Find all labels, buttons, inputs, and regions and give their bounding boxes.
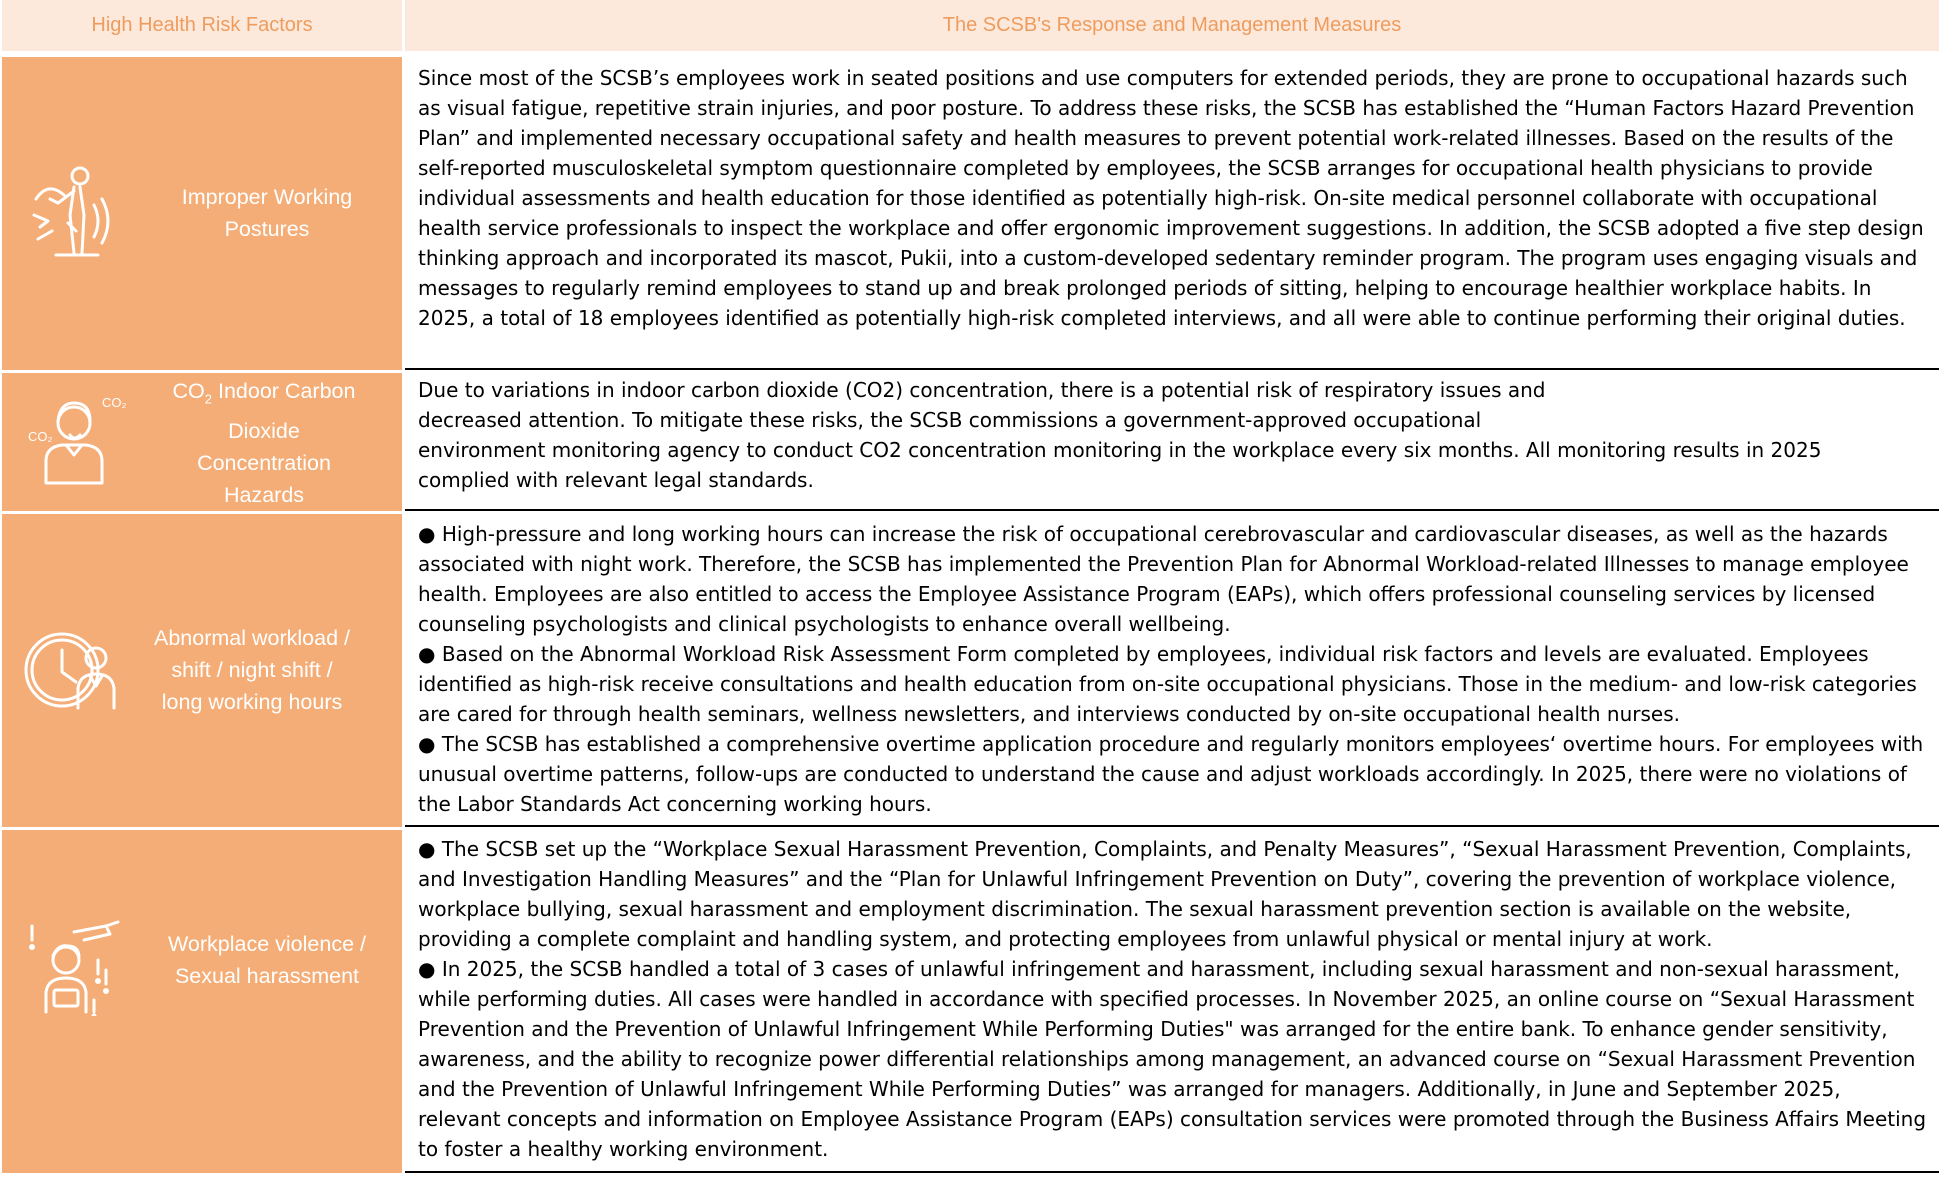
measures-text bbox=[418, 375, 1927, 495]
risk-co2-sub: 2 bbox=[204, 391, 213, 407]
text-line: complied with relevant legal standards. bbox=[418, 468, 814, 492]
bullet-item bbox=[418, 834, 1927, 954]
measures-text bbox=[418, 519, 1927, 819]
bullet-icon: ● bbox=[418, 642, 436, 666]
text-line: decreased attention. To mitigate these risks, the SCSB commissions a government-approved occupational bbox=[418, 408, 1482, 432]
measures-text: Since most of the SCSB’s employees work in seated positions and use computers for extended periods, they are prone to occupational hazards such as visual fatigue, repetitive strain injuries, and poor posture. To address these risks, the SCSB has established the “Human Factors Hazard Prevention Plan” and implemented necessary occupational safety and health measures to prevent potential work-related illnesses. Based on the results of the self-reported musculoskeletal symptom questionnaire completed by employees, the SCSB arranges for occupational health physicians to provide individual assessments and health education for those identified as potentially high-risk. On-site medical personnel collaborate with occupational health service professionals to inspect the workplace and offer ergonomic improvement suggestions. In addition, the SCSB adopted a five step design thinking approach and incorporated its mascot, Pukii, into a custom-developed sedentary reminder program. The program uses engaging visuals and messages to regularly remind employees to stand up and break prolonged periods of sitting, helping to encourage healthier workplace habits. In 2025, a total of 18 employees identified as potentially high-risk completed interviews, and all were able to continue performing their original duties. bbox=[418, 66, 1924, 330]
harassment-person-icon bbox=[28, 920, 124, 1016]
risk-cell bbox=[2, 514, 402, 827]
risk-label bbox=[164, 375, 364, 511]
bullet-item bbox=[418, 954, 1927, 1164]
table-row bbox=[0, 514, 1941, 827]
table-row bbox=[0, 57, 1941, 370]
measures-cell bbox=[405, 57, 1939, 370]
bullet-text: In 2025, the SCSB handled a total of 3 cases of unlawful infringement and harassment, including sexual harassment and non-sexual harassment, while performing duties. All cases were handled in accordance with specified processes. In November 2025, an online course on “Sexual Harassment Prevention and the Prevention of Unlawful Infringement While Performing Duties" was arranged for the entire bank. To enhance gender sensitivity, awareness, and the ability to recognize power differential relationships among management, an advanced course on “Sexual Harassment Prevention and the Prevention of Unlawful Infringement While Performing Duties” was arranged for managers. Additionally, in June and September 2025, relevant concepts and information on Employee Assistance Program (EAPs) consultation services were promoted through the Business Affairs Meeting to foster a healthy working environment. bbox=[418, 957, 1927, 1161]
text-line: Due to variations in indoor carbon dioxide (CO2) concentration, there is a potential risk of respiratory issues and bbox=[418, 378, 1546, 402]
bullet-item bbox=[418, 729, 1927, 819]
co2-label: CO₂ bbox=[28, 429, 53, 444]
measures-text bbox=[418, 834, 1927, 1164]
table-row bbox=[0, 830, 1941, 1173]
risk-cell bbox=[2, 373, 402, 511]
risk-co2-prefix: CO bbox=[172, 379, 205, 403]
header-risk-factors: High Health Risk Factors bbox=[2, 0, 402, 51]
risk-label-text: Indoor Carbon Dioxide Concentration Hazards bbox=[197, 379, 356, 508]
measures-cell bbox=[405, 373, 1939, 511]
bullet-icon: ● bbox=[418, 522, 436, 546]
clock-person-icon bbox=[22, 628, 118, 712]
co2-label: CO₂ bbox=[102, 395, 127, 410]
bullet-text: The SCSB set up the “Workplace Sexual Harassment Prevention, Complaints, and Penalty Measures”, “Sexual Harassment Prevention, Complaints, and Investigation Handling Measures” and the “Plan for Unlawful Infringement Prevention on Duty”, covering the prevention of workplace violence, workplace bullying, sexual harassment and employment discrimination. The sexual harassment prevention section is available on the website, providing a complete complaint and handling system, and protecting employees from unlawful physical or mental injury at work. bbox=[418, 837, 1912, 951]
risk-label: Workplace violence / Sexual harassment bbox=[168, 932, 366, 988]
bullet-text: Based on the Abnormal Workload Risk Assessment Form completed by employees, individual risk factors and levels are evaluated. Employees identified as high-risk receive consultations and health education from on-site occupational physicians. Those in the medium- and low-risk categories are cared for through health seminars, wellness newsletters, and interviews conducted by on-site occupational health nurses. bbox=[418, 642, 1917, 726]
risk-cell bbox=[2, 57, 402, 370]
risk-label: Improper Working Postures bbox=[181, 185, 353, 241]
bullet-item bbox=[418, 639, 1927, 729]
bullet-item bbox=[418, 519, 1927, 639]
bullet-text: High-pressure and long working hours can increase the risk of occupational cerebrovascular and cardiovascular diseases, as well as the hazards associated with night work. Therefore, the SCSB has implemented the Prevention Plan for Abnormal Workload-related Illnesses to manage employee health. Employees are also entitled to access the Employee Assistance Program (EAPs), which offers professional counseling services by licensed counseling psychologists and clinical psychologists to enhance overall wellbeing. bbox=[418, 522, 1909, 636]
bullet-icon: ● bbox=[418, 837, 436, 861]
bullet-text: The SCSB has established a comprehensive overtime application procedure and regularly monitors employees‘ overtime hours. For employees with unusual overtime patterns, follow-ups are conducted to understand the cause and adjust workloads accordingly. In 2025, there were no violations of the Labor Standards Act concerning working hours. bbox=[418, 732, 1924, 816]
bullet-icon: ● bbox=[418, 732, 436, 756]
bullet-icon: ● bbox=[418, 957, 436, 981]
text-line: environment monitoring agency to conduct CO2 concentration monitoring in the workplace every six months. All monitoring results in 2025 bbox=[418, 438, 1822, 462]
co2-person-icon bbox=[26, 391, 134, 487]
risk-cell bbox=[2, 830, 402, 1173]
table-row bbox=[0, 373, 1941, 511]
header-measures: The SCSB's Response and Management Measures bbox=[405, 0, 1939, 51]
measures-cell bbox=[405, 514, 1939, 827]
measures-cell bbox=[405, 830, 1939, 1173]
posture-person-icon bbox=[28, 165, 120, 261]
risk-label: Abnormal workload / shift / night shift / long working hours bbox=[154, 626, 350, 714]
